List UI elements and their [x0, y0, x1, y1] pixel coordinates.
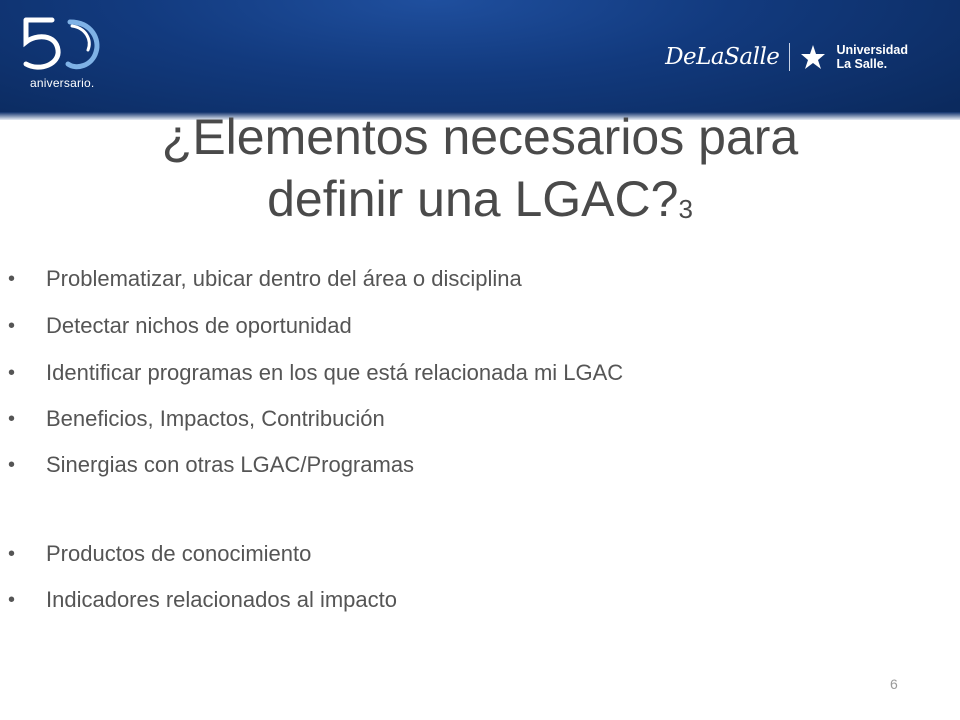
- title-line-2: [0, 168, 960, 240]
- university-line-2: La Salle.: [836, 57, 888, 71]
- title-superscript: 3: [678, 194, 693, 224]
- page-number: 6: [890, 676, 898, 692]
- bullet-dot: •: [8, 268, 16, 290]
- bullet-text: Detectar nichos de oportunidad: [46, 313, 352, 338]
- bullet-text: Sinergias con otras LGAC/Programas: [46, 452, 415, 477]
- brand-divider: [789, 43, 790, 71]
- university-brand: [665, 40, 908, 74]
- bullet-dot: •: [8, 589, 16, 611]
- delasalle-wordmark: DeLaSalle: [665, 44, 780, 70]
- anniversary-label: aniversario.: [30, 76, 95, 90]
- bullet-text: Identificar programas en los que está relacionada mi LGAC: [46, 360, 624, 385]
- university-name: [836, 43, 908, 71]
- bullet-dot: •: [8, 362, 16, 384]
- bullet-dot: •: [8, 454, 16, 476]
- university-line-1: Universidad: [836, 43, 908, 57]
- bullet-dot: •: [8, 543, 16, 565]
- bullet-text: Beneficios, Impactos, Contribución: [46, 406, 385, 431]
- anniversary-50-logo: [22, 16, 122, 94]
- slide-title: [0, 106, 960, 240]
- bullet-text: Productos de conocimiento: [46, 541, 312, 566]
- bullet-dot: •: [8, 408, 16, 430]
- bullet-dot: •: [8, 315, 16, 337]
- bullet-text: Problematizar, ubicar dentro del área o disciplina: [46, 266, 522, 291]
- fifty-emblem-icon: [22, 16, 102, 74]
- title-line-2-text: definir una LGAC?: [267, 171, 679, 227]
- lasalle-star-icon: [800, 44, 826, 70]
- bullet-text: Indicadores relacionados al impacto: [46, 587, 397, 612]
- title-line-1: ¿Elementos necesarios para: [161, 109, 799, 165]
